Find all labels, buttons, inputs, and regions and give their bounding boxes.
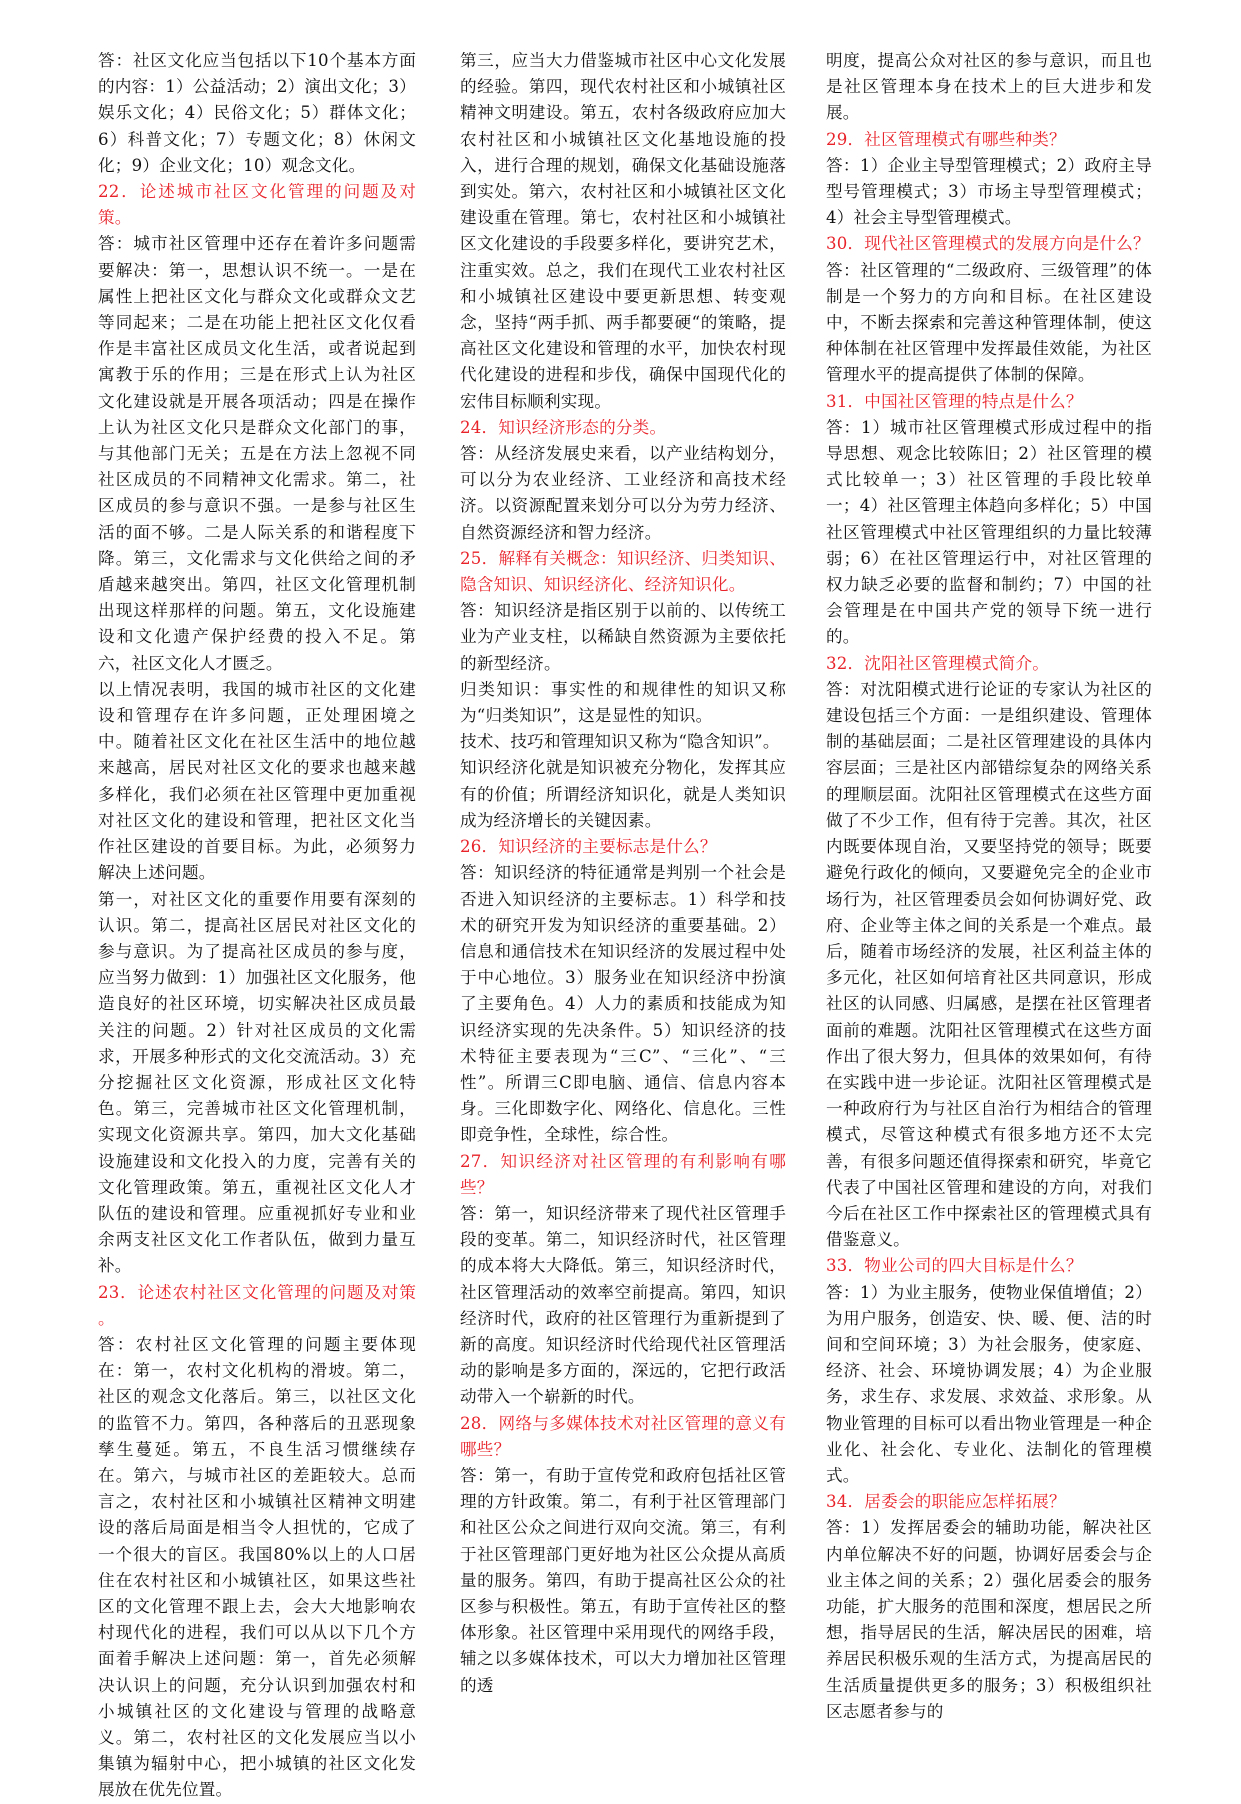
question-heading: 24．知识经济形态的分类。 [460,417,667,437]
answer-paragraph: 第三，应当大力借鉴城市社区中心文化发展的经验。第四，现代农村社区和小城镇社区精神文明建设。第五，农村各级政府应加大农村社区和小城镇社区文化基地设施的投入，进行合理的规划，确保文化基础设施落到实处。第六，农村社区和小城镇社区文化建设重在管理。第七，农村社区和小城镇社区文化建设的手段要多样化，要讲究艺术，注重实效。总之，我们在现代工业农村社区和小城镇社区建设中要更新思想、转变观念，坚持“两手抓、两手都要硬“的策略，提高社区文化建设和管理的水平，加快农村现代化建设的进程和步伐，确保中国现代化的宏伟目标顺利实现。 [460,51,786,411]
answer-paragraph: 答：社区管理的“二级政府、三级管理”的体制是一个努力的方向和目标。在社区建设中，不断去探索和完善这种管理体制，使这种体制在社区管理中发挥最佳效能，为社区管理水平的提高提供了体制的保障。 [826,260,1152,385]
text-column-right [826,48,1152,1738]
answer-paragraph: 答：知识经济是指区别于以前的、以传统工业为产业支柱，以稀缺自然资源为主要依托的新型经济。 [460,601,786,673]
answer-paragraph: 答：第一，有助于宣传党和政府包括社区管理的方针政策。第二，有利于社区管理部门和社区公众之间进行双向交流。第三，有利于社区管理部门更好地为社区公众提从高质量的服务。第四，有助于提高社区公众的社区参与积极性。第五，有助于宣传社区的整体形象。社区管理中采用现代的网络手段，辅之以多媒体技术，可以大力增加社区管理的透 [460,1465,786,1695]
answer-paragraph: 以上情况表明，我国的城市社区的文化建设和管理存在许多问题，正处理困境之中。随着社区文化在社区生活中的地位越来越高，居民对社区文化的要求也越来越多样化，我们必须在社区管理中更加重视对社区文化的建设和管理，把社区文化当作社区建设的首要目标。为此，必须努力解决上述问题。 [98,679,416,883]
question-heading: 27．知识经济对社区管理的有利影响有哪些？ [460,1151,786,1197]
answer-paragraph: 答：1）为业主服务，使物业保值增值；2）为用户服务，创造安、快、暖、便、洁的时间和空间环境；3）为社会服务，使家庭、经济、社会、环境协调发展；4）为企业服务，求生存、求发展、求效益、求形象。从物业管理的目标可以看出物业管理是一种企业化、社会化、专业化、法制化的管理模式。 [826,1282,1152,1485]
text-column-left [98,48,416,1800]
answer-paragraph: 答：社区文化应当包括以下10个基本方面的内容：1）公益活动；2）演出文化；3）娱乐文化；4）民俗文化；5）群体文化；6）科普文化；7）专题文化；8）休闲文化；9）企业文化；10）观念文化。 [98,51,416,175]
answer-paragraph: 答：城市社区管理中还存在着许多问题需要解决：第一，思想认识不统一。一是在属性上把社区文化与群众文化或群众文艺等同起来；二是在功能上把社区文化仅看作是丰富社区成员文化生活，或者说起到寓教于乐的作用；三是在形式上认为社区文化建设就是开展各项活动；四是在操作上认为社区文化只是群众文化部门的事，与其他部门无关；五是在方法上忽视不同社区成员的不同精神文化需求。第二，社区成员的参与意识不强。一是参与社区生活的面不够。二是人际关系的和谐程度下降。第三，文化需求与文化供给之间的矛盾越来越突出。第四，社区文化管理机制出现这样那样的问题。第五，文化设施建设和文化遗产保护经费的投入不足。第六，社区文化人才匮乏。 [98,234,416,673]
answer-paragraph: 答：从经济发展史来看，以产业结构划分，可以分为农业经济、工业经济和高技术经济。以资源配置来划分可以分为劳力经济、自然资源经济和智力经济。 [460,444,786,542]
question-heading: 22．论述城市社区文化管理的问题及对策。 [98,182,416,228]
answer-paragraph: 技术、技巧和管理知识又称为“隐含知识”。 [460,732,780,752]
answer-paragraph: 答：1）发挥居委会的辅助功能，解决社区内单位解决不好的问题，协调好居委会与企业主体之间的关系；2）强化居委会的服务功能，扩大服务的范围和深度，想居民之所想，指导居民的生活，解决居民的困难，培养居民积极乐观的生活方式，为提高居民的生活质量提供更多的服务；3）积极组织社区志愿者参与的 [826,1518,1152,1721]
answer-paragraph: 答：第一，知识经济带来了现代社区管理手段的变革。第二，知识经济时代，社区管理的成本将大大降低。第三，知识经济时代，社区管理活动的效率空前提高。第四，知识经济时代，政府的社区管理行为重新提到了新的高度。知识经济时代给现代社区管理活动的影响是多方面的，深远的，它把行政活动带入一个崭新的时代。 [460,1203,786,1407]
question-heading: 29．社区管理模式有哪些种类？ [826,129,1066,149]
question-heading: 30．现代社区管理模式的发展方向是什么？ [826,234,1150,254]
question-heading: 34．居委会的职能应怎样拓展？ [826,1492,1066,1512]
answer-paragraph: 答：知识经济的特征通常是判别一个社会是否进入知识经济的主要标志。1）科学和技术的研究开发为知识经济的重要基础。2）信息和通信技术在知识经济的发展过程中处于中心地位。3）服务业在知识经济中扮演了主要角色。4）人力的素质和技能成为知识经济实现的先决条件。5）知识经济的技术特征主要表现为“三C”、“三化”、“三性”。所谓三C即电脑、通信、信息内容本身。三化即数字化、网络化、信息化。三性即竞争性，全球性，综合性。 [460,863,786,1145]
question-heading: 25．解释有关概念：知识经济、归类知识、隐含知识、知识经济化、经济知识化。 [460,548,786,595]
question-heading: 26．知识经济的主要标志是什么？ [460,837,717,857]
question-heading: 23．论述农村社区文化管理的问题及对策 。 [98,1282,416,1328]
answer-paragraph: 知识经济化就是知识被充分物化，发挥其应有的价值；所谓经济知识化，就是人类知识成为经济增长的关键因素。 [460,758,786,830]
question-heading: 33．物业公司的四大目标是什么？ [826,1256,1083,1276]
answer-paragraph: 答：对沈阳模式进行论证的专家认为社区的建设包括三个方面：一是组织建设、管理体制的基础层面；二是社区管理建设的具体内容层面；三是社区内部错综复杂的网络关系的理顺层面。沈阳社区管理模式在这些方面做了不少工作，但有待于完善。其次，社区内既要体现自治，又要坚持党的领导；既要避免行政化的倾向，又要避免完全的企业市场行为，社区管理委员会如何协调好党、政府、企业等主体之间的关系是一个难点。最后，随着市场经济的发展，社区利益主体的多元化，社区如何培育社区共同意识，形成社区的认同感、归属感，是摆在社区管理者面前的难题。沈阳社区管理模式在这些方面作出了很大努力，但具体的效果如何，有待在实践中进一步论证。沈阳社区管理模式是一种政府行为与社区自治行为相结合的管理模式，尽管这种模式有很多地方还不太完善，有很多问题还值得探索和研究，毕竟它代表了中国社区管理和建设的方向，对我们今后在社区工作中探索社区的管理模式具有借鉴意义。 [826,679,1152,1250]
answer-paragraph: 答：1）企业主导型管理模式；2）政府主导型号管理模式；3）市场主导型管理模式；4）社会主导型管理模式。 [826,155,1152,228]
question-heading: 31．中国社区管理的特点是什么？ [826,391,1083,411]
question-heading: 32．沈阳社区管理模式简介。 [826,653,1050,673]
question-heading: 28．网络与多媒体技术对社区管理的意义有哪些？ [460,1413,786,1459]
answer-paragraph: 归类知识：事实性的和规律性的知识又称为“归类知识”，这是显性的知识。 [460,679,786,726]
answer-paragraph: 答：农村社区文化管理的问题主要体现在：第一，农村文化机构的滑坡。第二，社区的观念文化落后。第三，以社区文化的监管不力。第四，各种落后的丑恶现象孳生蔓延。第五，不良生活习惯继续存在。第六，与城市社区的差距较大。总而言之，农村社区和小城镇社区精神文明建设的落后局面是相当令人担忧的，它成了一个很大的盲区。我国80%以上的人口居住在农村社区和小城镇社区，如果这些社区的文化管理不跟上去，会大大地影响农村现代化的进程，我们可以从以下几个方面着手解决上述问题：第一，首先必须解决认识上的问题，充分认识到加强农村和小城镇社区的文化建设与管理的战略意义。第二，农村社区的文化发展应当以小集镇为辐射中心，把小城镇的社区文化发展放在优先位置。 [98,1334,416,1800]
text-column-middle [460,48,786,1738]
answer-paragraph: 第一，对社区文化的重要作用要有深刻的认识。第二，提高社区居民对社区文化的参与意识。为了提高社区成员的参与度，应当努力做到：1）加强社区文化服务，他造良好的社区环境，切实解决社区成员最关注的问题。2）针对社区成员的文化需求，开展多种形式的文化交流活动。3）充分挖掘社区文化资源，形成社区文化特色。第三，完善城市社区文化管理机制，实现文化资源共享。第四，加大文化基础设施建设和文化投入的力度，完善有关的文化管理政策。第五，重视社区文化人才队伍的建设和管理。应重视抓好专业和业余两支社区文化工作者队伍，做到力量互补。 [98,889,416,1276]
answer-paragraph: 明度，提高公众对社区的参与意识，而且也是社区管理本身在技术上的巨大进步和发展。 [826,51,1152,123]
answer-paragraph: 答：1）城市社区管理模式形成过程中的指导思想、观念比较陈旧；2）社区管理的模式比较单一；3）社区管理的手段比较单一；4）社区管理主体趋向多样化；5）中国社区管理模式中社区管理组织的力量比较薄弱；6）在社区管理运行中，对社区管理的权力缺乏必要的监督和制约；7）中国的社会管理是在中国共产党的领导下统一进行的。 [826,417,1152,647]
